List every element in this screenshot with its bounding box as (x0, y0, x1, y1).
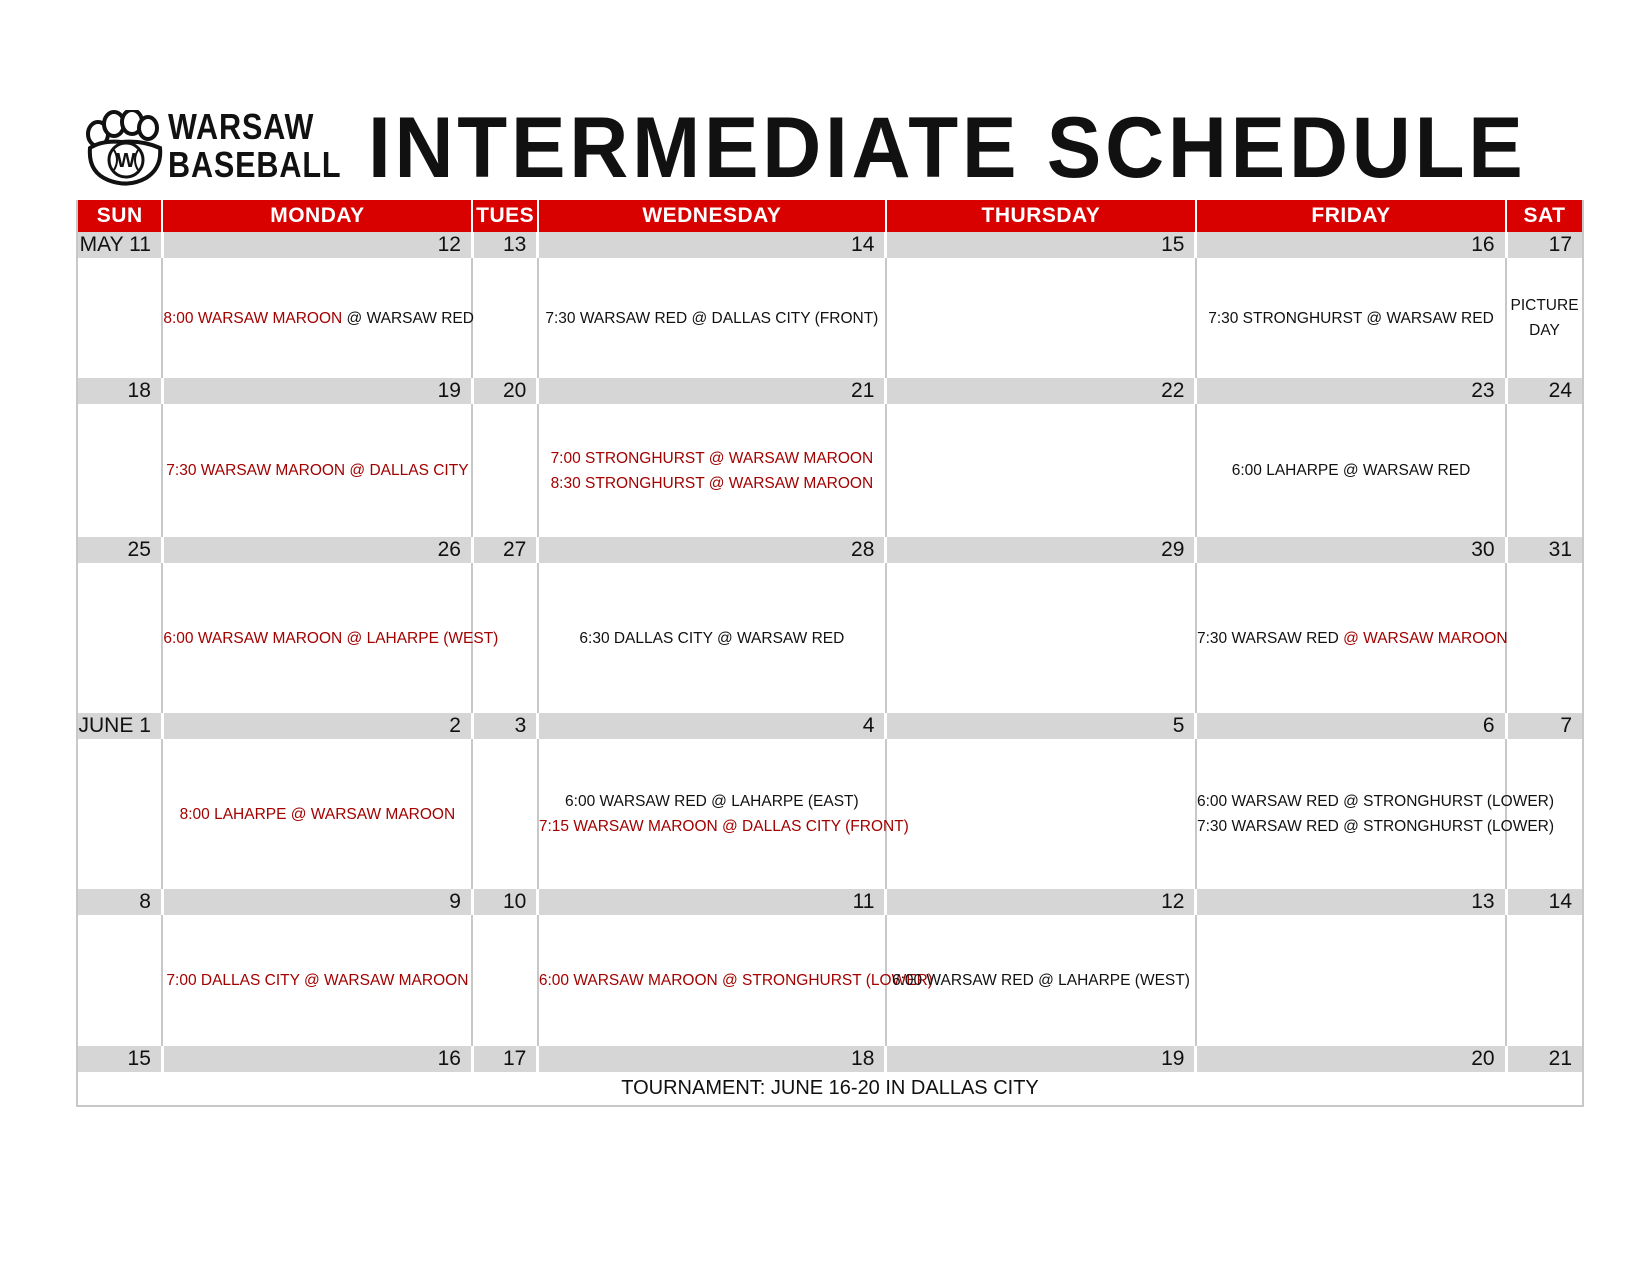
game-text: 7:30 WARSAW RED @ DALLAS CITY (FRONT) (545, 309, 879, 327)
date-number: 15 (78, 1046, 162, 1072)
day-cell-wednesday (538, 404, 886, 537)
date-number: 23 (1196, 378, 1506, 404)
date-number: 17 (472, 1046, 537, 1072)
game-entry (538, 814, 909, 839)
date-number: 13 (1196, 889, 1506, 915)
date-number: 30 (1196, 537, 1506, 563)
date-number: 19 (162, 378, 472, 404)
day-cell-thursday (886, 404, 1196, 537)
game-entry (163, 306, 474, 331)
day-cell-thursday (886, 258, 1196, 378)
day-header-monday: MONDAY (162, 200, 472, 232)
date-number: 24 (1506, 378, 1582, 404)
day-cell-monday (162, 258, 472, 378)
calendar-table (78, 200, 1582, 1105)
date-number: 13 (472, 232, 537, 258)
date-number: 3 (472, 713, 537, 739)
day-cell-saturday (1506, 915, 1582, 1046)
date-number: 11 (538, 889, 886, 915)
date-number: 21 (1506, 1046, 1582, 1072)
date-row (78, 378, 1582, 404)
date-number: 31 (1506, 537, 1582, 563)
event-row (78, 258, 1582, 378)
date-number: 25 (78, 537, 162, 563)
day-cell-sunday (78, 258, 162, 378)
logo-text (168, 108, 341, 184)
day-cell-wednesday (538, 563, 886, 713)
game-entry (887, 968, 1195, 993)
game-entry (539, 626, 885, 651)
page-header (80, 100, 1580, 198)
event-row (78, 915, 1582, 1046)
date-number: 22 (886, 378, 1196, 404)
game-text: 8:00 LAHARPE @ WARSAW MAROON (179, 805, 456, 823)
date-number: 27 (472, 537, 537, 563)
day-cell-sunday (78, 915, 162, 1046)
date-number: 26 (162, 537, 472, 563)
day-header-sun: SUN (78, 200, 162, 232)
day-cell-thursday (886, 563, 1196, 713)
day-cell-wednesday (538, 915, 933, 1046)
day-cell-saturday (1506, 739, 1582, 889)
game-entry (1196, 814, 1555, 839)
day-cell-thursday (886, 915, 1196, 1046)
game-text: 6:00 WARSAW MAROON @ STRONGHURST (LOWER) (538, 972, 933, 989)
game-entry (1507, 293, 1582, 318)
calendar-body (78, 232, 1582, 1105)
day-cell-sunday (78, 739, 162, 889)
day-cell-thursday (886, 739, 1196, 889)
game-text: DAY (1529, 322, 1560, 339)
date-number: 12 (886, 889, 1196, 915)
day-cell-saturday (1506, 258, 1582, 378)
day-cell-friday (1196, 563, 1506, 713)
day-cell-monday (162, 739, 472, 889)
day-cell-wednesday (538, 258, 886, 378)
date-number: 9 (162, 889, 472, 915)
game-text: 7:00 DALLAS CITY @ WARSAW MAROON (166, 972, 469, 989)
day-cell-tuesday (472, 258, 537, 378)
event-row (78, 739, 1582, 889)
warsaw-baseball-logo (82, 110, 172, 190)
date-number: 16 (162, 1046, 472, 1072)
game-text: 6:00 WARSAW RED @ LAHARPE (WEST) (891, 972, 1190, 989)
game-entry (539, 471, 885, 496)
game-entry (1507, 318, 1582, 343)
day-header-wednesday: WEDNESDAY (538, 200, 886, 232)
date-number: 7 (1506, 713, 1582, 739)
date-row (78, 1046, 1582, 1072)
day-cell-sunday (78, 563, 162, 713)
game-text: 7:30 STRONGHURST @ WARSAW RED (1208, 309, 1494, 327)
game-text: 6:00 LAHARPE @ WARSAW RED (1231, 462, 1471, 479)
game-text: 7:30 WARSAW MAROON @ DALLAS CITY (166, 462, 469, 479)
event-row (78, 563, 1582, 713)
game-entry (163, 802, 471, 827)
day-cell-saturday (1506, 563, 1582, 713)
date-number: 8 (78, 889, 162, 915)
date-number: 6 (1196, 713, 1506, 739)
game-text: 7:15 WARSAW MAROON @ DALLAS CITY (FRONT) (538, 818, 909, 835)
date-number: 5 (886, 713, 1196, 739)
day-header-thursday: THURSDAY (886, 200, 1196, 232)
date-number: 15 (886, 232, 1196, 258)
date-number: 14 (538, 232, 886, 258)
date-number: 18 (78, 378, 162, 404)
day-cell-friday (1196, 915, 1506, 1046)
game-entry (1197, 306, 1505, 331)
date-number: 20 (1196, 1046, 1506, 1072)
baseball-glove-icon (82, 110, 172, 190)
page-title: INTERMEDIATE SCHEDULE (368, 100, 1527, 196)
game-text: @ WARSAW RED (342, 309, 474, 327)
game-text: 7:00 STRONGHURST @ WARSAW MAROON (550, 449, 874, 467)
date-row (78, 232, 1582, 258)
day-cell-saturday (1506, 404, 1582, 537)
day-cell-wednesday (538, 739, 909, 889)
date-number: 10 (472, 889, 537, 915)
date-number: MAY 11 (78, 232, 162, 258)
date-number: 2 (162, 713, 472, 739)
date-number: 28 (538, 537, 886, 563)
game-entry (1196, 626, 1508, 651)
date-row (78, 713, 1582, 739)
day-cell-friday (1196, 739, 1555, 889)
day-cell-tuesday (472, 404, 537, 537)
date-number: 12 (162, 232, 472, 258)
date-number: 17 (1506, 232, 1582, 258)
day-header-sat: SAT (1506, 200, 1582, 232)
event-row (78, 404, 1582, 537)
date-number: 4 (538, 713, 886, 739)
date-number: 20 (472, 378, 537, 404)
logo-line2: BASEBALL (168, 144, 342, 185)
svg-text:W: W (116, 150, 136, 172)
game-entry (539, 446, 885, 471)
day-header-friday: FRIDAY (1196, 200, 1506, 232)
date-row (78, 537, 1582, 563)
game-entry (538, 968, 933, 993)
day-cell-tuesday (472, 739, 537, 889)
game-text: @ WARSAW MAROON (1338, 629, 1508, 647)
day-cell-monday (162, 404, 472, 537)
date-row (78, 889, 1582, 915)
game-text: 6:00 WARSAW RED @ LAHARPE (EAST) (565, 793, 859, 810)
day-header-tues: TUES (472, 200, 537, 232)
game-text: 7:30 WARSAW RED (1196, 629, 1339, 647)
date-number: 14 (1506, 889, 1582, 915)
tournament-row (78, 1072, 1582, 1105)
game-text: 6:00 WARSAW MAROON @ LAHARPE (WEST) (163, 629, 499, 647)
day-cell-sunday (78, 404, 162, 537)
game-text: 7:30 WARSAW RED @ STRONGHURST (LOWER) (1196, 818, 1555, 835)
game-text: 8:30 STRONGHURST @ WARSAW MAROON (550, 474, 874, 492)
game-text: PICTURE (1510, 297, 1579, 314)
game-text: 6:30 DALLAS CITY @ WARSAW RED (579, 629, 845, 647)
tournament-note: TOURNAMENT: JUNE 16-20 IN DALLAS CITY (621, 1077, 1039, 1099)
game-entry (163, 968, 471, 993)
date-number: 29 (886, 537, 1196, 563)
game-entry (1197, 458, 1505, 483)
game-entry (163, 626, 499, 651)
schedule-calendar (76, 200, 1584, 1107)
game-text: 8:00 WARSAW MAROON (163, 309, 343, 327)
logo-line1: WARSAW (168, 106, 315, 147)
day-cell-friday (1196, 258, 1506, 378)
game-text: 6:00 WARSAW RED @ STRONGHURST (LOWER) (1196, 793, 1555, 810)
date-number: JUNE 1 (78, 713, 162, 739)
game-entry (1196, 789, 1555, 814)
day-cell-monday (162, 563, 499, 713)
date-number: 18 (538, 1046, 886, 1072)
day-cell-monday (162, 915, 472, 1046)
day-cell-friday (1196, 404, 1506, 537)
date-number: 16 (1196, 232, 1506, 258)
game-entry (163, 458, 471, 483)
game-entry (539, 306, 885, 331)
game-entry (539, 789, 885, 814)
date-number: 21 (538, 378, 886, 404)
day-cell-tuesday (472, 915, 537, 1046)
date-number: 19 (886, 1046, 1196, 1072)
day-header-row (78, 200, 1582, 232)
